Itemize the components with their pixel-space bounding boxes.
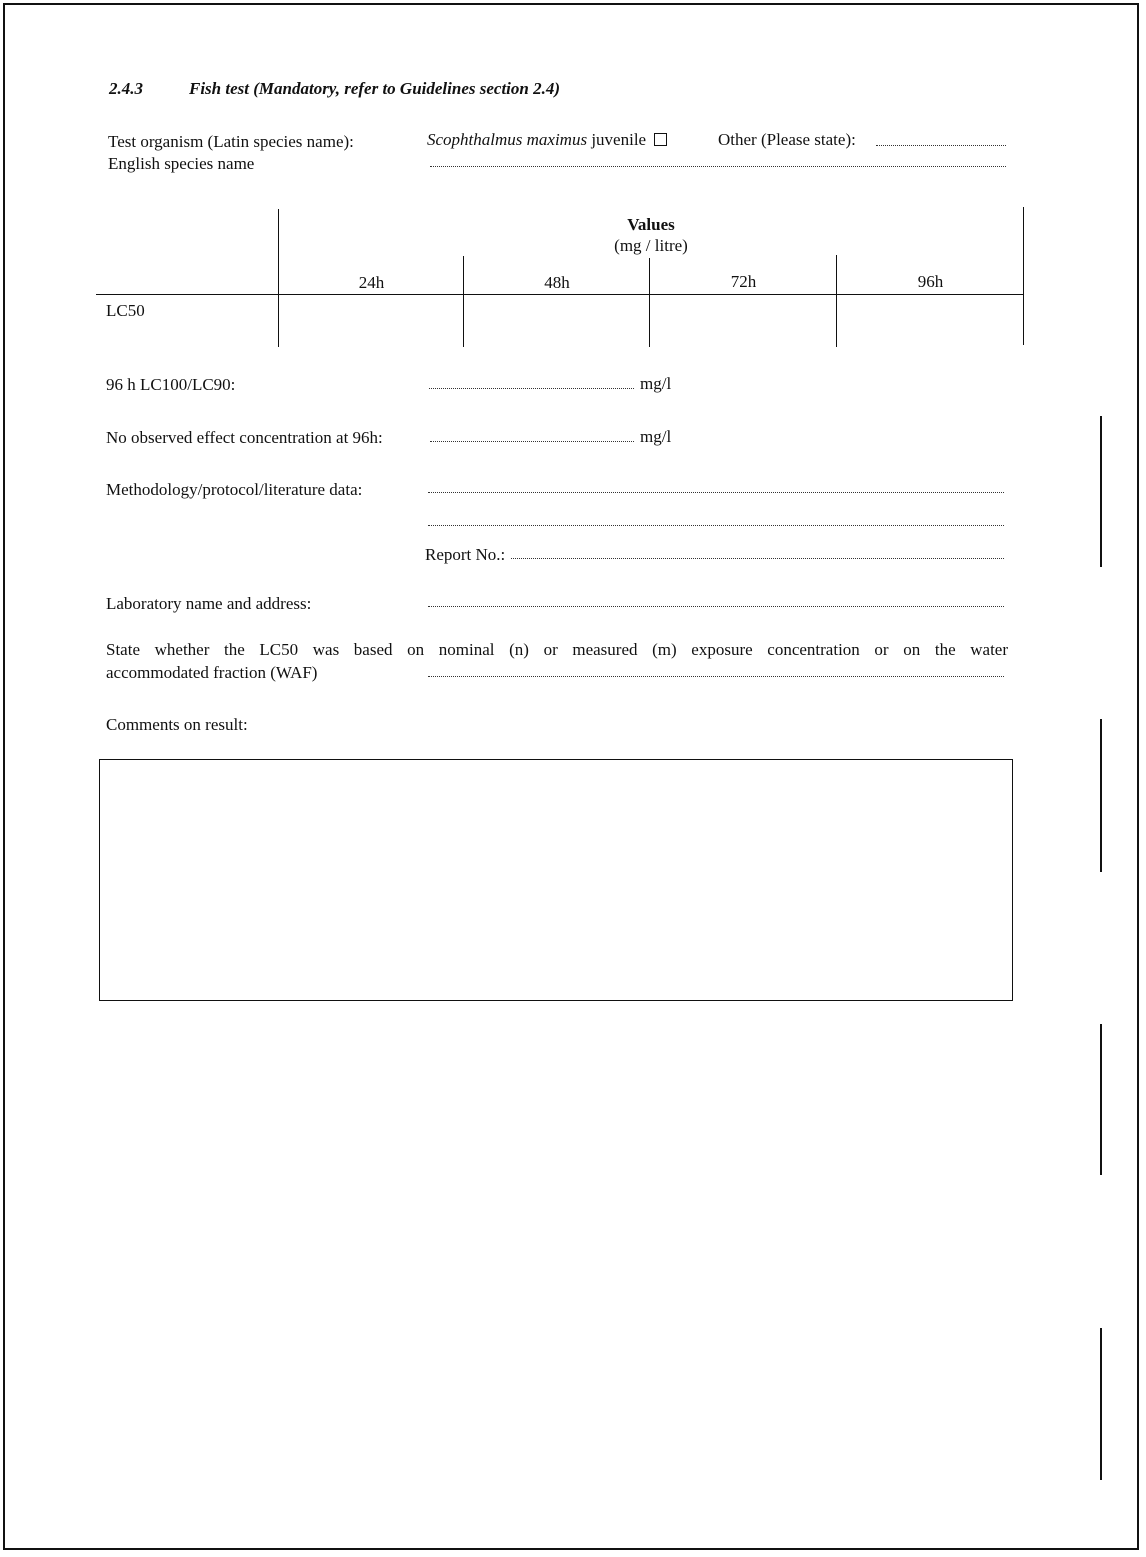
- laboratory-label: Laboratory name and address:: [106, 594, 312, 613]
- column-48h: 48h: [544, 273, 570, 292]
- other-species-label: Other (Please state):: [718, 130, 856, 149]
- margin-change-bar: [1100, 1024, 1102, 1175]
- table-header-rule: [96, 294, 1024, 295]
- lc50-48h-cell[interactable]: [466, 298, 647, 344]
- lc100-unit: mg/l: [640, 374, 672, 393]
- other-species-field[interactable]: [876, 145, 1006, 146]
- lc50-row-label: LC50: [106, 301, 145, 320]
- section-title: Fish test (Mandatory, refer to Guidelines section 2.4): [189, 79, 561, 98]
- values-header: Values: [627, 215, 675, 234]
- lc100-label: 96 h LC100/LC90:: [106, 375, 236, 394]
- table-divider: [649, 258, 650, 347]
- species-stage: juvenile: [591, 130, 647, 149]
- methodology-field[interactable]: [428, 492, 1004, 493]
- margin-change-bar: [1100, 416, 1102, 567]
- juvenile-checkbox[interactable]: [654, 133, 667, 146]
- english-species-label: English species name: [108, 154, 255, 173]
- table-divider: [463, 256, 464, 347]
- report-number-field[interactable]: [511, 558, 1004, 559]
- values-unit: (mg / litre): [614, 236, 688, 255]
- methodology-label: Methodology/protocol/literature data:: [106, 480, 363, 499]
- lc50-96h-cell[interactable]: [839, 298, 1021, 344]
- column-96h: 96h: [917, 272, 944, 291]
- column-24h: 24h: [358, 273, 385, 292]
- comments-box[interactable]: [99, 759, 1013, 1001]
- noec-field[interactable]: [430, 441, 634, 442]
- comments-label: Comments on result:: [106, 715, 248, 734]
- report-number-label: Report No.:: [425, 545, 506, 564]
- table-divider: [278, 209, 279, 347]
- margin-change-bar: [1100, 1328, 1102, 1480]
- section-number: 2.4.3: [109, 79, 143, 98]
- table-divider: [836, 255, 837, 347]
- margin-change-bar: [1100, 719, 1102, 872]
- species-option: [427, 130, 667, 150]
- lc50-basis-field[interactable]: [428, 676, 1004, 677]
- english-species-field[interactable]: [430, 166, 1006, 167]
- test-organism-label: Test organism (Latin species name):: [108, 132, 354, 151]
- noec-unit: mg/l: [640, 427, 672, 446]
- lc50-basis-question: State whether the LC50 was based on nominal (n) or measured (m) exposure concentration or on the water: [106, 640, 1008, 659]
- laboratory-field[interactable]: [428, 606, 1004, 607]
- lc50-72h-cell[interactable]: [652, 298, 834, 344]
- noec-label: No observed effect concentration at 96h:: [106, 428, 383, 447]
- methodology-field-line-2[interactable]: [428, 525, 1004, 526]
- lc50-basis-question-cont: accommodated fraction (WAF): [106, 663, 318, 682]
- table-divider: [1023, 207, 1024, 345]
- column-72h: 72h: [730, 272, 757, 291]
- latin-species-name: Scophthalmus maximus: [427, 130, 588, 149]
- lc50-24h-cell[interactable]: [281, 298, 461, 344]
- lc100-field[interactable]: [429, 388, 634, 389]
